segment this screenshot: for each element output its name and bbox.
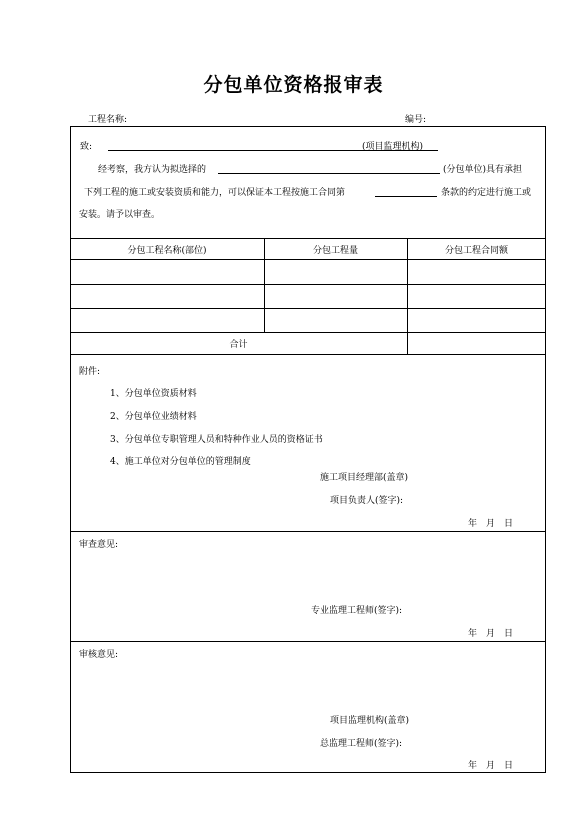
- table-row-border: [70, 308, 546, 309]
- attachment-item: 3、分包单位专职管理人员和特种作业人员的资格证书: [110, 435, 323, 445]
- project-leader-signature: 项目负责人(签字):: [330, 496, 404, 506]
- attachment-item: 2、分包单位业绩材料: [110, 412, 197, 422]
- table-header-quantity: 分包工程量: [312, 246, 358, 256]
- supervisor-engineer-signature: 专业监理工程师(签字):: [311, 606, 403, 616]
- table-top-border: [70, 238, 546, 239]
- attachments-date: 年 月 日: [468, 519, 514, 529]
- supervision-org-seal: 项目监理机构(盖章): [330, 716, 410, 726]
- table-row-border: [70, 332, 546, 333]
- body-line1-start: 经考察，我方认为拟选择的: [98, 165, 207, 175]
- review-date: 年 月 日: [468, 629, 514, 639]
- attachment-item: 4、施工单位对分包单位的管理制度: [110, 457, 251, 467]
- review-label: 审查意见:: [79, 540, 119, 550]
- table-header-amount: 分包工程合同额: [444, 246, 508, 256]
- page-title: 分包单位资格报审表: [203, 74, 384, 96]
- table-header-name: 分包工程名称(部位): [127, 246, 207, 256]
- table-total-label: 合计: [229, 340, 248, 350]
- attachment-item: 1、分包单位资质材料: [110, 389, 197, 399]
- clause-blank[interactable]: [375, 196, 437, 197]
- body-line1-end: (分包单位)具有承担: [443, 165, 523, 175]
- attachments-label: 附件:: [79, 367, 101, 377]
- project-name-label: 工程名称:: [88, 115, 128, 125]
- approval-label: 审核意见:: [79, 650, 119, 660]
- table-bottom-border: [70, 354, 546, 355]
- addressee-prefix: 致:: [80, 142, 93, 152]
- supervisor-org: (项目监理机构): [362, 142, 424, 152]
- subcontractor-blank[interactable]: [218, 173, 440, 174]
- section-divider: [70, 531, 546, 532]
- body-line2-end: 条款的约定进行施工或: [441, 188, 532, 198]
- approval-date: 年 月 日: [468, 761, 514, 771]
- form-frame: [70, 126, 546, 773]
- body-line2-start: 下列工程的施工或安装资质和能力，可以保证本工程按施工合同第: [84, 188, 346, 198]
- section-divider: [70, 641, 546, 642]
- body-line3: 安装。请予以审查。: [79, 210, 161, 220]
- contractor-seal: 施工项目经理部(盖章): [320, 473, 409, 483]
- table-row-border: [70, 284, 546, 285]
- chief-engineer-signature: 总监理工程师(签字):: [320, 739, 403, 749]
- number-label: 编号:: [405, 115, 427, 125]
- table-header-border: [70, 259, 546, 260]
